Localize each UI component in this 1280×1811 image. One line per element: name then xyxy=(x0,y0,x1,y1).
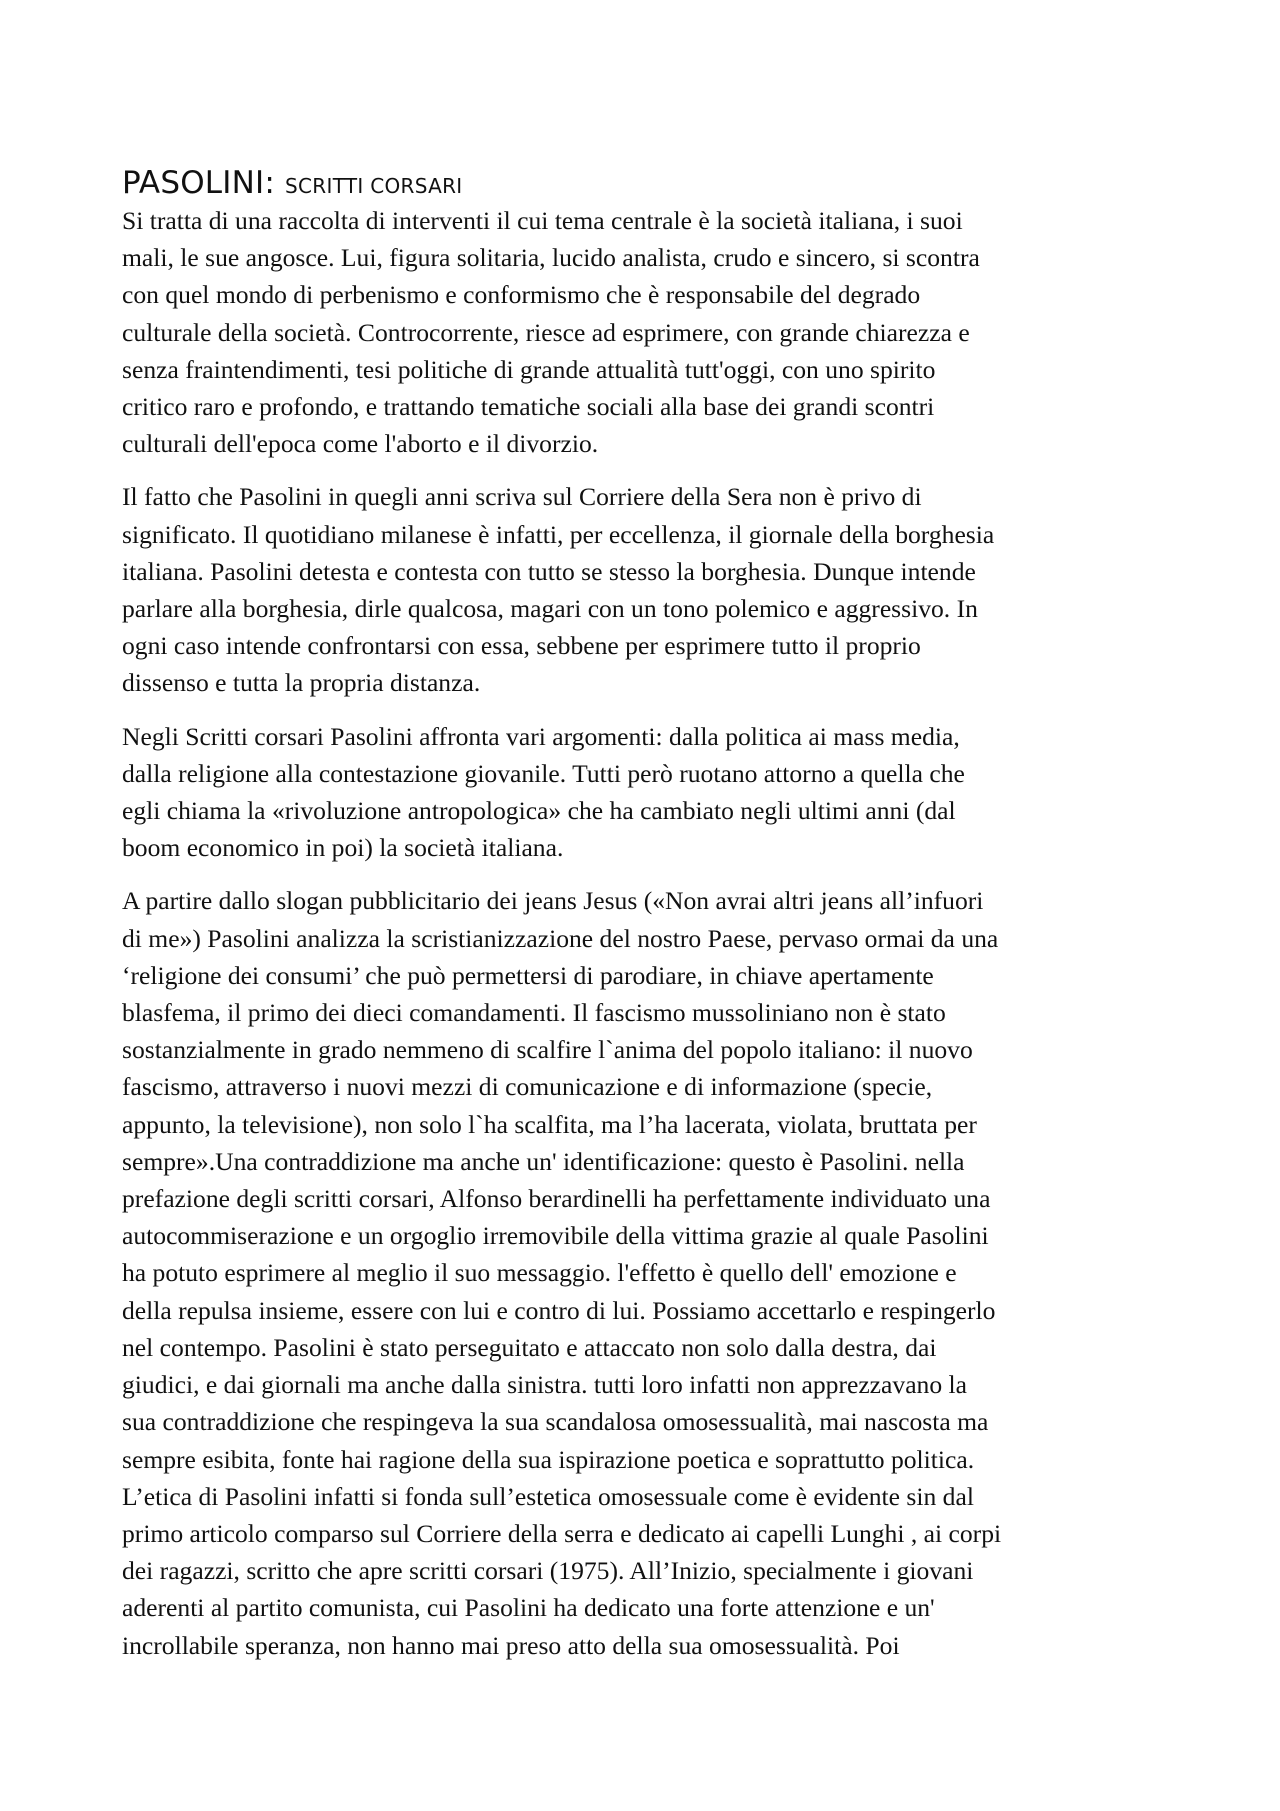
paragraph-1: Si tratta di una raccolta di interventi il cui tema centrale è la società italiana, i suoi mali, le sue angosce. Lui, figura solitaria, lucido analista, crudo e sincero, si scontra con quel mondo di perbenismo e conformismo che è responsabile del degrado culturale della società. Controcorrente, riesce ad esprimere, con grande chiarezza e senza fraintendimenti, tesi politiche di grande attualità tutt'oggi, con uno spirito critico raro e profondo, e trattando tematiche sociali alla base dei grandi scontri culturali dell'epoca come l'aborto e il divorzio. xyxy=(122,206,980,459)
title-main: PASOLINI: xyxy=(122,165,286,201)
paragraph-4: A partire dallo slogan pubblicitario dei jeans Jesus («Non avrai altri jeans all’infuori di me») Pasolini analizza la scristianizzazione del nostro Paese, pervaso ormai da una ‘religione dei consumi’ che può permettersi di parodiare, in chiave apertamente blasfema, il primo dei dieci comandamenti. Il fascismo mussoliniano non è stato sostanzialmente in grado nemmeno di scalfire l`anima del popolo italiano: il nuovo fascismo, attraverso i nuovi mezzi di comunicazione e di informazione (specie, appunto, la televisione), non solo l`ha scalfita, ma l’ha lacerata, violata, bruttata per sempre».Una contraddizione ma anche un' identificazione: questo è Pasolini. nella prefazione degli scritti corsari, Alfonso berardinelli ha perfettamente individuato una autocommiserazione e un orgoglio irremovibile della vittima grazie al quale Pasolini ha potuto esprimere al meglio il suo messaggio. l'effetto è quello dell' emozione e della repulsa insieme, essere con lui e contro di lui. Possiamo accettarlo e respingerlo nel contempo. Pasolini è stato perseguitato e attaccato non solo dalla destra, dai giudici, e dai giornali ma anche dalla sinistra. tutti loro infatti non apprezzavano la sua contraddizione che respingeva la sua scandalosa omosessualità, mai nascosta ma sempre esibita, fonte hai ragione della sua ispirazione poetica e soprattutto politica. L’etica di Pasolini infatti si fonda sull’estetica omosessuale come è evidente sin dal primo articolo comparso sul Corriere della serra e dedicato ai capelli Lunghi , ai corpi dei ragazzi, scritto che apre scritti corsari (1975). All’Inizio, specialmente i giovani aderenti al partito comunista, cui Pasolini ha dedicato una forte attenzione e un' incrollabile speranza, non hanno mai preso atto della sua omosessualità. Poi xyxy=(122,886,1002,1660)
document-title xyxy=(122,162,1172,202)
title-subtitle: SCRITTI CORSARI xyxy=(285,174,463,198)
document-page xyxy=(122,162,1172,1680)
paragraph-3: Negli Scritti corsari Pasolini affronta vari argomenti: dalla politica ai mass media, dalla religione alla contestazione giovanile. Tutti però ruotano attorno a quella che egli chiama la «rivoluzione antropologica» che ha cambiato negli ultimi anni (dal boom economico in poi) la società italiana. xyxy=(122,721,965,863)
paragraph-2: Il fatto che Pasolini in quegli anni scriva sul Corriere della Sera non è privo di significato. Il quotidiano milanese è infatti, per eccellenza, il giornale della borghesia italiana. Pasolini detesta e contesta con tutto se stesso la borghesia. Dunque intende parlare alla borghesia, dirle qualcosa, magari con un tono polemico e aggressivo. In ogni caso intende confrontarsi con essa, sebbene per esprimere tutto il proprio dissenso e tutta la propria distanza. xyxy=(122,482,995,698)
